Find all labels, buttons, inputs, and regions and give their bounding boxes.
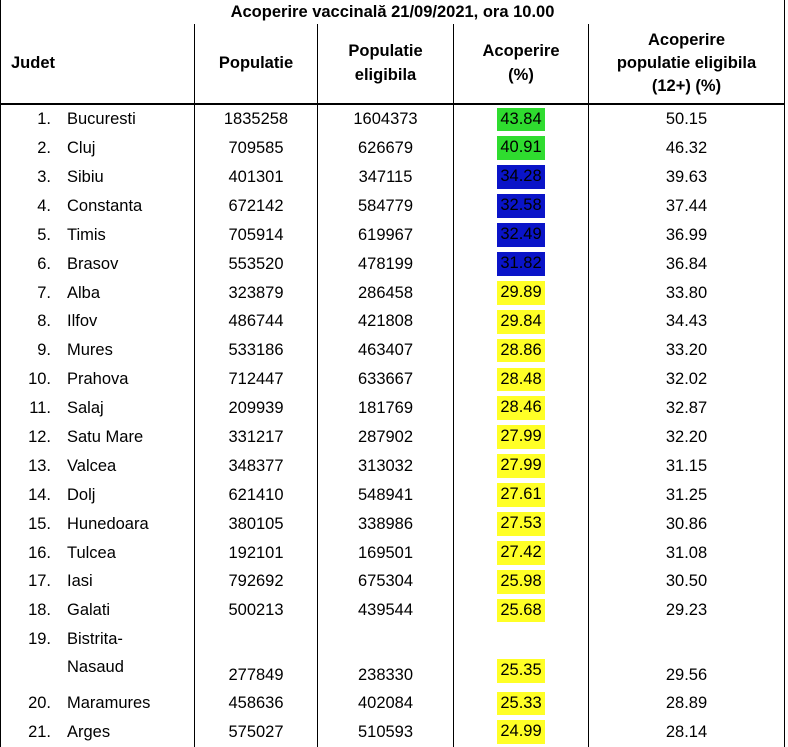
populatie-eligibila-cell: 626679	[318, 134, 454, 163]
judet-cell	[1, 689, 195, 718]
judet-name-line1: Galati	[67, 601, 111, 620]
acoperire-eligibila-cell: 33.20	[589, 336, 785, 365]
judet-name	[67, 724, 110, 741]
header-acoperire-eligibila-line2: populatie eligibila	[616, 53, 757, 72]
judet-name	[67, 313, 97, 330]
populatie-eligibila-cell: 675304	[318, 567, 454, 596]
acoperire-value: 25.33	[497, 692, 544, 716]
acoperire-cell	[454, 625, 589, 689]
populatie-eligibila-cell: 181769	[318, 394, 454, 423]
judet-name-line1: Timis	[67, 225, 106, 244]
populatie-cell: 380105	[195, 509, 318, 538]
judet-name	[67, 625, 124, 689]
acoperire-eligibila-cell: 36.84	[589, 249, 785, 278]
populatie-eligibila-cell: 286458	[318, 278, 454, 307]
table-row	[1, 163, 785, 192]
judet-cell	[1, 625, 195, 689]
populatie-eligibila-cell: 439544	[318, 596, 454, 625]
row-index: 13.	[28, 456, 51, 475]
judet-name-line1: Constanta	[67, 196, 143, 215]
table-row	[1, 596, 785, 625]
header-acoperire-line2: (%)	[508, 65, 534, 84]
judet-name-line1: Arges	[67, 723, 111, 742]
acoperire-eligibila-cell: 34.43	[589, 307, 785, 336]
acoperire-eligibila-cell: 32.02	[589, 365, 785, 394]
table-row	[1, 509, 785, 538]
table-row	[1, 718, 785, 747]
populatie-eligibila-cell: 169501	[318, 538, 454, 567]
populatie-cell: 533186	[195, 336, 318, 365]
judet-cell	[1, 452, 195, 481]
acoperire-value: 27.61	[497, 483, 544, 507]
acoperire-value: 31.82	[497, 252, 544, 276]
table-row	[1, 423, 785, 452]
table-row	[1, 336, 785, 365]
acoperire-cell	[454, 365, 589, 394]
judet-name	[67, 516, 149, 533]
table-row	[1, 625, 785, 689]
populatie-cell: 209939	[195, 394, 318, 423]
acoperire-value: 34.28	[497, 165, 544, 189]
judet-name-line1: Mures	[67, 341, 113, 360]
populatie-eligibila-cell: 287902	[318, 423, 454, 452]
acoperire-value: 25.98	[497, 570, 544, 594]
row-index: 18.	[28, 601, 51, 620]
acoperire-value: 29.89	[497, 281, 544, 305]
judet-cell	[1, 307, 195, 336]
acoperire-eligibila-cell: 28.89	[589, 689, 785, 718]
row-index: 21.	[28, 723, 51, 742]
acoperire-value: 27.99	[497, 454, 544, 478]
table-row	[1, 481, 785, 510]
header-acoperire-eligibila-line3: (12+) (%)	[651, 77, 722, 96]
populatie-cell: 192101	[195, 538, 318, 567]
row-index: 19.	[28, 630, 51, 649]
populatie-eligibila-cell: 548941	[318, 481, 454, 510]
judet-name-line1: Salaj	[67, 399, 104, 418]
judet-cell	[1, 278, 195, 307]
judet-name-line1: Maramures	[67, 694, 151, 713]
judet-name	[67, 111, 136, 128]
acoperire-cell	[454, 423, 589, 452]
judet-name-line1: Hunedoara	[67, 514, 149, 533]
row-index: 2.	[37, 139, 51, 158]
header-acoperire-eligibila-line1: Acoperire	[647, 30, 726, 49]
judet-name-line1: Satu Mare	[67, 427, 144, 446]
populatie-eligibila-cell: 347115	[318, 163, 454, 192]
judet-name-line1: Bucuresti	[67, 110, 136, 129]
acoperire-cell	[454, 104, 589, 134]
row-index: 5.	[37, 225, 51, 244]
judet-name-line1: Prahova	[67, 370, 129, 389]
acoperire-eligibila-cell: 30.86	[589, 509, 785, 538]
populatie-eligibila-cell: 402084	[318, 689, 454, 718]
judet-name-line1: Brasov	[67, 254, 119, 273]
row-index: 7.	[37, 283, 51, 302]
header-acoperire-eligibila	[589, 24, 785, 104]
row-index: 10.	[28, 370, 51, 389]
acoperire-eligibila-cell: 31.08	[589, 538, 785, 567]
acoperire-cell	[454, 134, 589, 163]
table-row	[1, 249, 785, 278]
judet-name	[67, 256, 118, 273]
populatie-eligibila-cell: 338986	[318, 509, 454, 538]
populatie-eligibila-cell: 619967	[318, 221, 454, 250]
judet-name	[67, 285, 100, 302]
acoperire-value: 27.53	[497, 512, 544, 536]
acoperire-value: 28.48	[497, 368, 544, 392]
judet-name	[67, 169, 104, 186]
acoperire-cell	[454, 596, 589, 625]
acoperire-cell	[454, 307, 589, 336]
judet-cell	[1, 567, 195, 596]
populatie-cell: 672142	[195, 192, 318, 221]
judet-cell	[1, 394, 195, 423]
acoperire-value: 25.35	[497, 659, 544, 683]
acoperire-value: 25.68	[497, 599, 544, 623]
judet-cell	[1, 423, 195, 452]
populatie-cell: 792692	[195, 567, 318, 596]
judet-name-line1: Sibiu	[67, 167, 104, 186]
acoperire-eligibila-cell: 36.99	[589, 221, 785, 250]
judet-name	[67, 140, 95, 157]
judet-name	[67, 371, 128, 388]
judet-cell	[1, 221, 195, 250]
row-index: 17.	[28, 572, 51, 591]
judet-cell	[1, 163, 195, 192]
acoperire-eligibila-cell: 46.32	[589, 134, 785, 163]
acoperire-value: 32.49	[497, 223, 544, 247]
populatie-cell: 331217	[195, 423, 318, 452]
acoperire-eligibila-cell: 30.50	[589, 567, 785, 596]
header-populatie-eligibila	[318, 24, 454, 104]
row-index: 16.	[28, 543, 51, 562]
acoperire-value: 40.91	[497, 136, 544, 160]
row-index: 6.	[37, 254, 51, 273]
judet-cell	[1, 481, 195, 510]
judet-name	[67, 602, 110, 619]
judet-name-line1: Tulcea	[67, 543, 116, 562]
acoperire-eligibila-cell: 37.44	[589, 192, 785, 221]
judet-cell	[1, 718, 195, 747]
judet-cell	[1, 538, 195, 567]
populatie-eligibila-cell: 633667	[318, 365, 454, 394]
row-index: 4.	[37, 196, 51, 215]
acoperire-value: 28.46	[497, 396, 544, 420]
acoperire-cell	[454, 538, 589, 567]
row-index: 8.	[37, 312, 51, 331]
judet-name	[67, 227, 106, 244]
populatie-eligibila-cell: 510593	[318, 718, 454, 747]
acoperire-value: 32.58	[497, 194, 544, 218]
acoperire-cell	[454, 567, 589, 596]
acoperire-eligibila-cell: 50.15	[589, 104, 785, 134]
acoperire-cell	[454, 249, 589, 278]
judet-cell	[1, 134, 195, 163]
judet-name-line1: Ilfov	[67, 312, 98, 331]
acoperire-cell	[454, 509, 589, 538]
populatie-cell: 323879	[195, 278, 318, 307]
judet-name	[67, 429, 143, 446]
acoperire-value: 43.84	[497, 108, 544, 132]
judet-cell	[1, 249, 195, 278]
acoperire-cell	[454, 163, 589, 192]
populatie-cell: 401301	[195, 163, 318, 192]
row-index: 20.	[28, 694, 51, 713]
row-index: 1.	[37, 110, 51, 129]
row-index: 11.	[29, 399, 51, 418]
acoperire-eligibila-cell: 29.23	[589, 596, 785, 625]
judet-name-line1: Dolj	[67, 485, 96, 504]
table-row	[1, 307, 785, 336]
populatie-cell: 486744	[195, 307, 318, 336]
populatie-cell: 621410	[195, 481, 318, 510]
row-index: 15.	[28, 514, 51, 533]
populatie-eligibila-cell: 1604373	[318, 104, 454, 134]
header-acoperire-line1: Acoperire	[482, 42, 560, 61]
populatie-eligibila-cell: 421808	[318, 307, 454, 336]
table-row	[1, 394, 785, 423]
acoperire-value: 29.84	[497, 310, 544, 334]
judet-name	[67, 545, 116, 562]
populatie-eligibila-cell: 478199	[318, 249, 454, 278]
table-body	[1, 104, 785, 747]
populatie-cell: 348377	[195, 452, 318, 481]
row-index: 12.	[28, 427, 51, 446]
judet-name-line1: Cluj	[67, 139, 96, 158]
populatie-cell: 705914	[195, 221, 318, 250]
acoperire-eligibila-cell: 32.20	[589, 423, 785, 452]
table-row	[1, 192, 785, 221]
header-populatie-eligibila-line1: Populatie	[348, 42, 423, 61]
table-row	[1, 104, 785, 134]
judet-name	[67, 695, 150, 712]
header-acoperire	[454, 24, 589, 104]
acoperire-value: 24.99	[497, 720, 544, 744]
table-row	[1, 278, 785, 307]
header-populatie-eligibila-line2: eligibila	[354, 65, 417, 84]
table-row	[1, 538, 785, 567]
row-index: 3.	[37, 167, 51, 186]
judet-name-line2: Nasaud	[67, 658, 124, 677]
table-row	[1, 221, 785, 250]
table-row	[1, 567, 785, 596]
judet-name-line1: Valcea	[67, 456, 117, 475]
acoperire-value: 27.42	[497, 541, 544, 565]
row-index: 9.	[37, 341, 51, 360]
populatie-eligibila-cell: 584779	[318, 192, 454, 221]
judet-cell	[1, 104, 195, 134]
acoperire-cell	[454, 221, 589, 250]
judet-name	[67, 198, 142, 215]
header-populatie: Populatie	[195, 24, 318, 104]
acoperire-value: 27.99	[497, 425, 544, 449]
judet-name-line1: Iasi	[67, 572, 93, 591]
judet-name	[67, 458, 116, 475]
populatie-cell: 1835258	[195, 104, 318, 134]
acoperire-eligibila-cell: 31.25	[589, 481, 785, 510]
judet-name	[67, 573, 93, 590]
acoperire-eligibila-cell: 32.87	[589, 394, 785, 423]
populatie-eligibila-cell: 238330	[318, 625, 454, 689]
acoperire-cell	[454, 336, 589, 365]
populatie-cell: 709585	[195, 134, 318, 163]
acoperire-cell	[454, 689, 589, 718]
acoperire-value: 28.86	[497, 339, 544, 363]
judet-name	[67, 487, 95, 504]
populatie-eligibila-cell: 313032	[318, 452, 454, 481]
table-row	[1, 689, 785, 718]
judet-cell	[1, 336, 195, 365]
table-row	[1, 365, 785, 394]
populatie-cell: 458636	[195, 689, 318, 718]
judet-name	[67, 400, 104, 417]
judet-cell	[1, 509, 195, 538]
acoperire-cell	[454, 394, 589, 423]
table-row	[1, 452, 785, 481]
judet-cell	[1, 365, 195, 394]
acoperire-cell	[454, 452, 589, 481]
acoperire-eligibila-cell: 33.80	[589, 278, 785, 307]
acoperire-eligibila-cell: 39.63	[589, 163, 785, 192]
judet-cell	[1, 192, 195, 221]
acoperire-cell	[454, 718, 589, 747]
populatie-eligibila-cell: 463407	[318, 336, 454, 365]
populatie-cell: 277849	[195, 625, 318, 689]
acoperire-cell	[454, 192, 589, 221]
populatie-cell: 553520	[195, 249, 318, 278]
judet-name-line1: Alba	[67, 283, 101, 302]
populatie-cell: 575027	[195, 718, 318, 747]
judet-name	[67, 342, 113, 359]
table-title: Acoperire vaccinală 21/09/2021, ora 10.00	[1, 0, 785, 24]
acoperire-eligibila-cell: 28.14	[589, 718, 785, 747]
acoperire-cell	[454, 481, 589, 510]
table-row	[1, 134, 785, 163]
populatie-cell: 500213	[195, 596, 318, 625]
populatie-cell: 712447	[195, 365, 318, 394]
judet-cell	[1, 596, 195, 625]
acoperire-cell	[454, 278, 589, 307]
header-judet: Judet	[1, 24, 195, 104]
row-index: 14.	[28, 485, 51, 504]
judet-name-line1: Bistrita-	[67, 630, 123, 649]
acoperire-eligibila-cell: 29.56	[589, 625, 785, 689]
acoperire-eligibila-cell: 31.15	[589, 452, 785, 481]
